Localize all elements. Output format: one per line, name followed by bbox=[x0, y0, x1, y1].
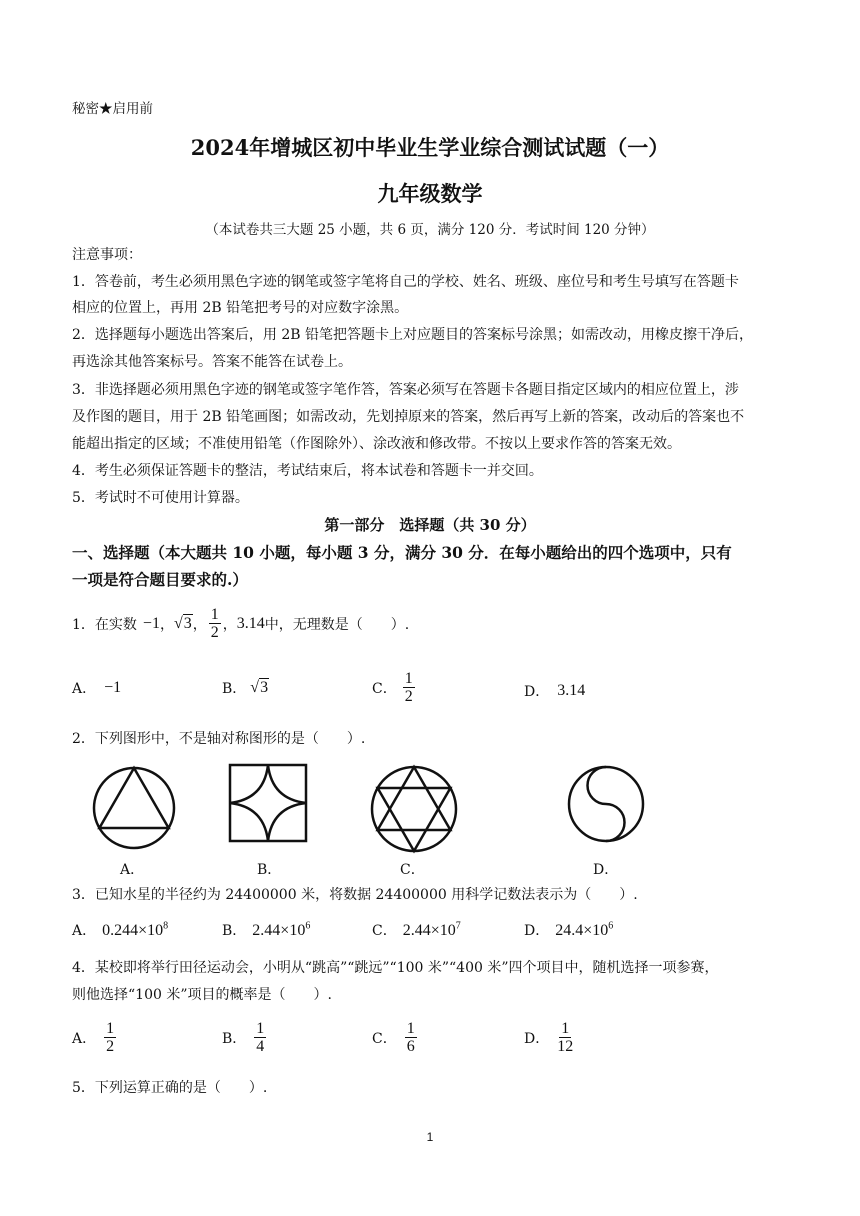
q4-option-b[interactable]: B． $\frac{1}{4}$ bbox=[222, 1020, 265, 1055]
q1-prefix: 1．在实数 bbox=[72, 616, 137, 633]
q1-option-d[interactable]: D． 3.14 bbox=[524, 682, 586, 700]
section-heading-line2: 一项是符合题目要求的.） bbox=[72, 570, 248, 589]
figure-a-label: A． bbox=[120, 862, 145, 878]
question-5: 5．下列运算正确的是（ ）. bbox=[72, 1080, 268, 1096]
question-1 bbox=[72, 606, 409, 641]
q3-option-b[interactable]: B． $2.44\times 10^6$ bbox=[222, 920, 311, 939]
section-heading-line1: 一、选择题（本大题共 10 小题，每小题 3 分，满分 30 分．在每小题给出的四个选项中，只有 bbox=[72, 543, 732, 562]
figure-d-label: D． bbox=[593, 862, 619, 878]
q1-value-neg1: −1 bbox=[142, 614, 160, 632]
exam-title: 2024年增城区初中毕业生学业综合测试试题（一） bbox=[190, 135, 670, 160]
figure-b-square-star[interactable] bbox=[226, 761, 310, 845]
q4-option-c[interactable]: C． $\frac{1}{6}$ bbox=[372, 1020, 415, 1055]
q1-sep: ， bbox=[159, 616, 174, 633]
note-line: 及作图的题目，用于 2B 铅笔画图；如需改动，先划掉原来的答案，然后再写上新的答案，改动后的答案也不 bbox=[72, 409, 745, 425]
note-line: 1．答卷前，考生必须用黑色字迹的钢笔或签字笔将自己的学校、姓名、班级、座位号和考生号填写在答题卡 bbox=[72, 274, 739, 290]
note-line: 再选涂其他答案标号。答案不能答在试卷上。 bbox=[72, 354, 352, 370]
part1-heading: 第一部分 选择题（共 30 分） bbox=[324, 516, 536, 534]
q1-suffix: 中，无理数是（ ）. bbox=[264, 616, 410, 633]
figure-c-label: C． bbox=[400, 862, 425, 878]
q1-value-314: 3.14 bbox=[236, 614, 265, 632]
question-4-line1: 4．某校即将举行田径运动会，小明从“跳高”“跳远”“100 米”“400 米”四个项目中，随机选择一项参赛， bbox=[72, 960, 719, 976]
question-3: 3．已知水星的半径约为 24400000 米，将数据 24400000 用科学记数法表示为（ ）. bbox=[72, 887, 638, 903]
q4-option-d[interactable]: D． $\frac{1}{12}$ bbox=[524, 1020, 574, 1055]
question-4-line2: 则他选择“100 米”项目的概率是（ ）. bbox=[72, 987, 332, 1003]
confidential-label: 秘密★启用前 bbox=[72, 101, 153, 117]
q1-sep: ， bbox=[192, 616, 207, 633]
note-line: 2．选择题每小题选出答案后，用 2B 铅笔把答题卡上对应题目的答案标号涂黑；如需改动，用橡皮擦干净后， bbox=[72, 327, 754, 343]
notes-heading: 注意事项： bbox=[72, 247, 142, 263]
subject-title: 九年级数学 bbox=[377, 181, 483, 206]
note-line: 5．考试时不可使用计算器。 bbox=[72, 490, 249, 506]
note-line: 能超出指定的区域；不准使用铅笔（作图除外）、涂改液和修改带。不按以上要求作答的答案无效。 bbox=[72, 436, 681, 452]
exam-info: （本试卷共三大题 25 小题，共 6 页，满分 120 分．考试时间 120 分钟） bbox=[205, 222, 655, 238]
note-line: 相应的位置上，再用 2B 铅笔把考号的对应数字涂黑。 bbox=[72, 300, 409, 316]
q1-sqrt3: √3 bbox=[173, 614, 192, 632]
q4-option-a[interactable]: A． $\frac{1}{2}$ bbox=[72, 1020, 115, 1055]
note-line: 3．非选择题必须用黑色字迹的钢笔或签字笔作答，答案必须写在答题卡各题目指定区域内的相应位置上，涉 bbox=[72, 382, 739, 398]
page-number: 1 bbox=[426, 1130, 434, 1144]
question-2: 2．下列图形中，不是轴对称图形的是（ ）. bbox=[72, 731, 366, 747]
figure-a-circle-triangle[interactable] bbox=[86, 761, 182, 857]
figure-c-circle-hexagram[interactable] bbox=[366, 761, 462, 857]
note-line: 4．考生必须保证答题卡的整洁，考试结束后，将本试卷和答题卡一并交回。 bbox=[72, 463, 543, 479]
figure-b-label: B． bbox=[257, 862, 282, 878]
q1-option-b[interactable]: B． √3 bbox=[222, 679, 269, 697]
q1-sep: ， bbox=[222, 616, 237, 633]
q3-option-d[interactable]: D． $24.4\times 10^6$ bbox=[524, 920, 614, 939]
q1-option-c[interactable]: C． $\frac{1}{2}$ bbox=[372, 670, 413, 705]
q1-fraction-half: $\frac{1}{2}$ bbox=[210, 606, 219, 641]
figure-d-circle-s-curve[interactable] bbox=[563, 761, 649, 847]
q3-option-c[interactable]: C． $2.44\times 10^7$ bbox=[372, 920, 461, 939]
q3-option-a[interactable]: A． $0.244\times 10^8$ bbox=[72, 920, 169, 939]
q1-option-a[interactable]: A． −1 bbox=[72, 679, 122, 697]
